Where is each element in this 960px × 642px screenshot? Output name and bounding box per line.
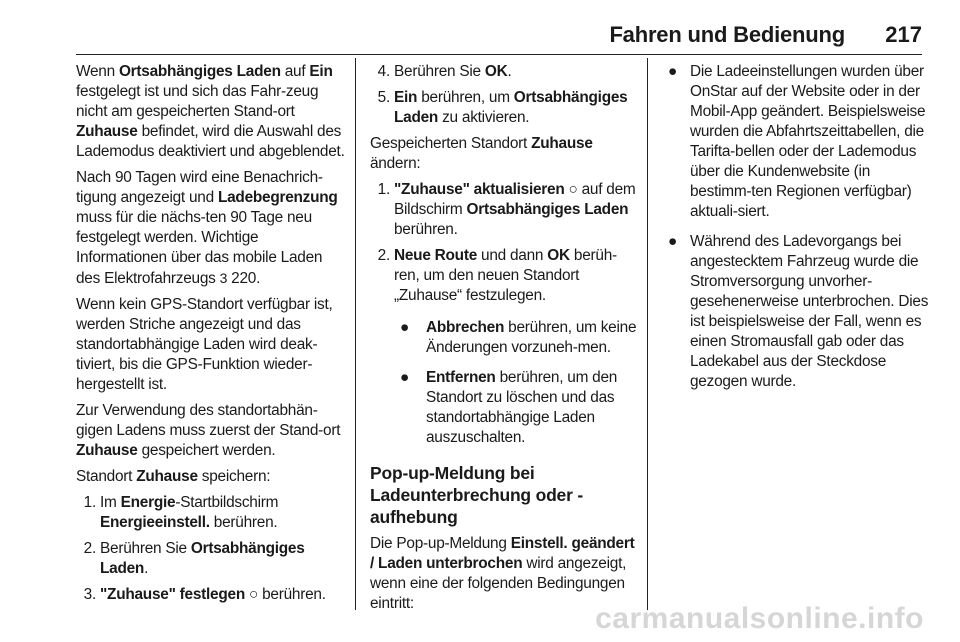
step-3: 3. "Zuhause" festlegen ○ berühren. (83, 586, 326, 603)
bullet-settings-changed: ● Die Ladeeinstellungen wurden über OnStar auf der Website oder in der Mobil-App geändert. Beispielsweise wurden die Abfahrtszeittabellen, die Tarifta-bellen oder der Lademodus über die Kundenwebsite (in bestimm-ten Regionen verfügbar) aktuali-siert. (668, 63, 926, 220)
page-number: 217 (885, 22, 922, 47)
page-title: Fahren und Bedienung (609, 22, 845, 47)
paragraph-popup: Die Pop-up-Meldung Einstell. geändert / Laden unterbrochen wird angezeigt, wenn eine der folgenden Bedingungen eintritt: (370, 535, 635, 612)
bullet-icon: ● (400, 319, 410, 336)
change-step-2: 2. Neue Route und dann OK berüh-ren, um den neuen Standort „Zuhause“ festzulegen. (377, 247, 617, 304)
step-5: 5. Ein berühren, um Ortsabhängiges Laden zu aktivieren. (377, 89, 628, 126)
header-divider (76, 54, 922, 55)
step-4: 4. Berühren Sie OK. (377, 63, 512, 80)
bullet-icon: ● (668, 233, 678, 250)
circle-icon: ○ (568, 181, 578, 198)
paragraph-90-days: Nach 90 Tagen wird eine Benachrich-tigung angezeigt und Ladebegrenzung muss für die nächs-ten 90 Tage neu festgelegt werden. Wichtige Informationen über das mobile Laden des Elektrofahrzeugs 3 220. (76, 169, 338, 287)
sub-bullet-cancel: ● Abbrechen berühren, um keine Änderungen vorzuneh-men. (400, 319, 637, 356)
column-3 (664, 62, 929, 402)
page-reference-icon: 3 (219, 270, 228, 286)
paragraph-save-home: Standort Zuhause speichern: (76, 468, 271, 485)
bullet-icon: ● (400, 369, 410, 386)
column-divider-2 (647, 58, 648, 610)
step-1: 1. Im Energie-Startbildschirm Energieeinstell. berühren. (83, 494, 279, 531)
paragraph-home-required: Zur Verwendung des standortabhän-gigen Ladens muss zuerst der Stand-ort Zuhause gespeichert werden. (76, 402, 341, 459)
column-divider-1 (355, 58, 356, 610)
change-step-1: 1. "Zuhause" aktualisieren ○ auf dem Bildschirm Ortsabhängiges Laden berühren. (377, 181, 636, 238)
section-title-popup: Pop-up-Meldung bei Ladeunterbrechung oder -aufhebung (370, 463, 583, 527)
sub-bullet-remove: ● Entfernen berühren, um den Standort zu löschen und das standortabhängige Laden auszuschalten. (400, 369, 618, 446)
bullet-icon: ● (668, 63, 678, 80)
paragraph-gps: Wenn kein GPS-Standort verfügbar ist, werden Striche angezeigt und das standortabhängige Laden wird deak-tiviert, bis die GPS-Funktion wieder-hergestellt ist. (76, 296, 333, 393)
watermark: carmanualsonline.info (595, 602, 924, 635)
paragraph-location-charging: Wenn Ortsabhängiges Laden auf Ein festgelegt ist und sich das Fahr-zeug nicht am gespeicherten Stand-ort Zuhause befindet, wird die Auswahl des Lademodus deaktiviert und abgeblendet. (76, 63, 345, 160)
step-2: 2. Berühren Sie Ortsabhängiges Laden. (83, 540, 305, 577)
column-2 (370, 62, 638, 620)
page-header (0, 0, 960, 58)
bullet-power-interrupted: ● Während des Ladevorgangs bei angestecktem Fahrzeug wurde die Stromversorgung unvorher-gesehenerweise unterbrochen. Dies ist beispielsweise der Fall, wenn es einen Stromausfall gab oder das Ladekabel aus der Steckdose gezogen wurde. (668, 233, 929, 390)
circle-icon: ○ (249, 586, 259, 603)
column-1 (76, 62, 348, 611)
paragraph-change-home: Gespeicherten Standort Zuhause ändern: (370, 135, 593, 172)
